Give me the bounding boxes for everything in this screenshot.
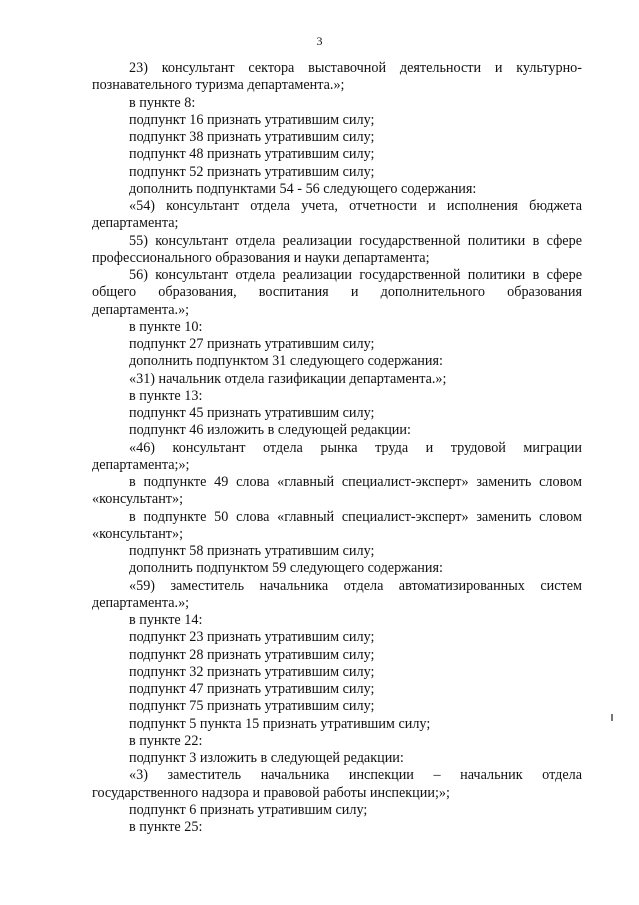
paragraph: подпункт 75 признать утратившим силу;	[129, 698, 375, 715]
paragraph: подпункт 52 признать утратившим силу;	[129, 163, 375, 180]
paragraph: подпункт 32 признать утратившим силу;	[129, 663, 375, 680]
paragraph: подпункт 48 признать утратившим силу;	[129, 146, 375, 163]
paragraph: дополнить подпунктами 54 - 56 следующего содержания:	[129, 180, 477, 197]
paragraph: подпункт 16 признать утратившим силу;	[129, 111, 375, 128]
paragraph: в пункте 10:	[129, 318, 203, 335]
paragraph: подпункт 46 изложить в следующей редакции:	[129, 422, 411, 439]
paragraph: дополнить подпунктом 59 следующего содержания:	[129, 560, 443, 577]
page-number: 3	[316, 34, 323, 48]
paragraph: «54) консультант отдела учета, отчетности и исполнения бюджета департамента;	[92, 198, 582, 232]
paragraph: в подпункте 50 слова «главный специалист-эксперт» заменить словом «консультант»;	[92, 508, 582, 542]
paragraph: 55) консультант отдела реализации государственной политики в сфере профессионального образования и науки департамента;	[92, 232, 582, 266]
paragraph: подпункт 47 признать утратившим силу;	[129, 681, 375, 697]
paragraph: подпункт 5 пункта 15 признать утратившим силу;	[129, 715, 431, 732]
paragraph: в пункте 8:	[129, 94, 196, 111]
paragraph: подпункт 6 признать утратившим силу;	[129, 801, 368, 818]
paragraph: подпункт 45 признать утратившим силу;	[129, 405, 375, 421]
paragraph: подпункт 38 признать утратившим силу;	[129, 129, 375, 145]
paragraph: в пункте 25:	[129, 819, 203, 835]
paragraph: «46) консультант отдела рынка труда и трудовой миграции департамента;»;	[92, 439, 582, 473]
paragraph: в пункте 14:	[129, 612, 203, 628]
paragraph: подпункт 3 изложить в следующей редакции:	[129, 750, 404, 766]
document-body	[92, 60, 582, 836]
paragraph: «31) начальник отдела газификации департамента.»;	[129, 370, 447, 387]
paragraph: в пункте 13:	[129, 387, 203, 404]
paragraph: подпункт 27 признать утратившим силу;	[129, 336, 375, 352]
paragraph: «3) заместитель начальника инспекции – начальник отдела государственного надзора и правовой работы инспекции;»;	[92, 767, 582, 801]
scan-artifact	[611, 714, 613, 721]
paragraph: 56) консультант отдела реализации государственной политики в сфере общего образования, воспитания и дополнительного образования департамента.»;	[92, 267, 582, 318]
paragraph: в подпункте 49 слова «главный специалист-эксперт» заменить словом «консультант»;	[92, 474, 582, 508]
paragraph: подпункт 23 признать утратившим силу;	[129, 629, 375, 646]
paragraph: в пункте 22:	[129, 732, 203, 749]
paragraph: 23) консультант сектора выставочной деятельности и культурно-познавательного туризма департамента.»;	[92, 60, 582, 94]
paragraph: дополнить подпунктом 31 следующего содержания:	[129, 353, 443, 370]
paragraph: подпункт 58 признать утратившим силу;	[129, 543, 375, 559]
paragraph: «59) заместитель начальника отдела автоматизированных систем департамента.»;	[92, 577, 582, 611]
paragraph: подпункт 28 признать утратившим силу;	[129, 646, 375, 663]
